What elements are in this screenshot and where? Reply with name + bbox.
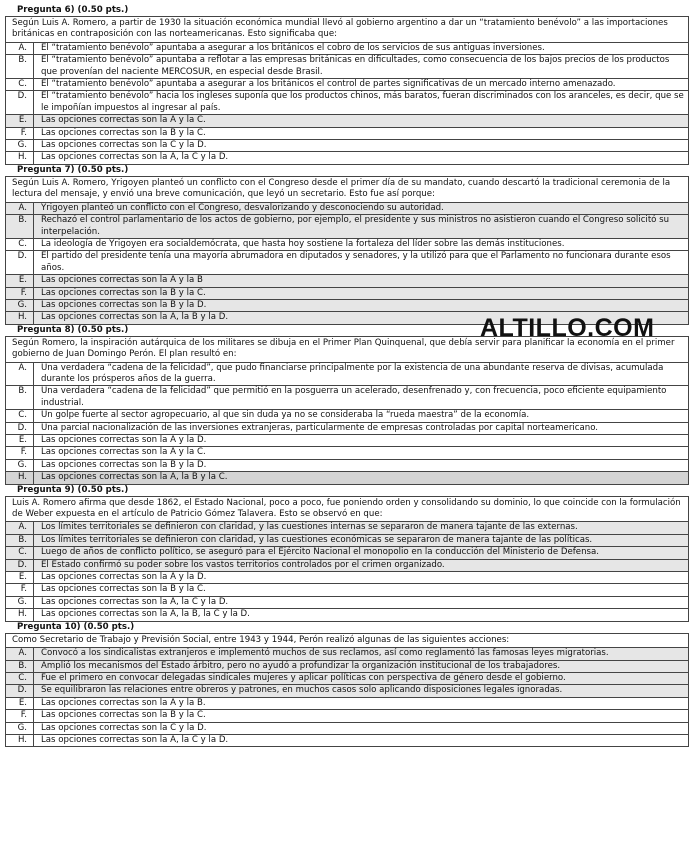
option-letter: G. <box>6 300 34 311</box>
option-letter: C. <box>6 673 34 684</box>
answer-option[interactable] <box>6 115 688 127</box>
option-letter: A. <box>6 363 34 386</box>
option-text: Las opciones correctas son la B y la D. <box>41 299 207 310</box>
answer-option[interactable] <box>6 661 688 673</box>
option-text: Las opciones correctas son la B y la C. <box>41 710 206 721</box>
option-letter: D. <box>6 423 34 434</box>
answer-option[interactable] <box>6 710 688 722</box>
answer-option[interactable] <box>6 386 688 410</box>
option-letter: A. <box>6 648 34 659</box>
question-header: Pregunta 9) (0.50 pts.) <box>17 484 129 495</box>
option-text: Las opciones correctas son la C y la D. <box>41 722 207 733</box>
option-letter: B. <box>6 55 34 78</box>
option-letter: B. <box>6 386 34 409</box>
answer-option[interactable] <box>6 239 688 251</box>
option-letter: D. <box>6 685 34 696</box>
option-letter: C. <box>6 410 34 421</box>
answer-option[interactable] <box>6 698 688 710</box>
option-letter: B. <box>6 661 34 672</box>
question-block <box>5 16 689 165</box>
option-letter: H. <box>6 472 34 483</box>
option-text: Las opciones correctas son la B y la C. <box>41 287 206 298</box>
option-letter: F. <box>6 128 34 139</box>
answer-option[interactable] <box>6 55 688 79</box>
option-letter: F. <box>6 288 34 299</box>
answer-option[interactable] <box>6 91 688 115</box>
option-text: El “tratamiento benévolo” apuntaba a asegurar a los británicos el cobro de los servicios de sus antiguas inversiones. <box>41 42 545 53</box>
answer-option[interactable] <box>6 522 688 534</box>
answer-option[interactable] <box>6 609 688 620</box>
question-text: Según Luis A. Romero, a partir de 1930 la situación económica mundial llevó al gobierno argentino a dar un “tratamiento benévolo” a las importaciones británicas en contraposición con las norteamericanas. Esto significaba que: <box>6 17 688 43</box>
answer-option[interactable] <box>6 735 688 746</box>
option-letter: E. <box>6 115 34 126</box>
option-letter: H. <box>6 312 34 323</box>
option-letter: G. <box>6 723 34 734</box>
option-text: Convocó a los sindicalistas extranjeros e implementó muchos de sus reclamos, así como reglamentó las famosas leyes migratorias. <box>41 648 609 659</box>
option-letter: B. <box>6 215 34 238</box>
answer-option[interactable] <box>6 410 688 422</box>
option-text: El partido del presidente tenía una mayoría abrumadora en diputados y senadores, y la utilizó para que el Parlamento no funcionara durante esos años. <box>41 251 671 273</box>
option-text: Fue el primero en convocar delegadas sindicales mujeres y aplicar políticas con perspectiva de género desde el gobierno. <box>41 672 566 683</box>
option-text: Las opciones correctas son la A y la C. <box>41 447 206 458</box>
answer-option[interactable] <box>6 288 688 300</box>
option-letter: E. <box>6 275 34 286</box>
option-letter: C. <box>6 547 34 558</box>
answer-option[interactable] <box>6 423 688 435</box>
answer-option[interactable] <box>6 572 688 584</box>
option-text: Las opciones correctas son la A, la C y la D. <box>41 734 229 745</box>
option-letter: E. <box>6 698 34 709</box>
option-text: Los límites territoriales se definieron con claridad, y las cuestiones económicas se separaron de manera tajante de las políticas. <box>41 534 593 545</box>
answer-option[interactable] <box>6 723 688 735</box>
option-letter: D. <box>6 251 34 274</box>
option-letter: C. <box>6 239 34 250</box>
option-text: Un golpe fuerte al sector agropecuario, al que sin duda ya no se consideraba la “rueda maestra” de la economía. <box>41 410 530 421</box>
option-text: Las opciones correctas son la B y la C. <box>41 584 206 595</box>
option-text: El “tratamiento benévolo” hacia los ingleses suponía que los productos chinos, más baratos, fueran discriminados con los aranceles, es decir, que se le impoñían impuestos al ingresar al país. <box>41 91 684 113</box>
answer-option[interactable] <box>6 560 688 572</box>
answer-option[interactable] <box>6 275 688 287</box>
answer-option[interactable] <box>6 215 688 239</box>
option-letter: G. <box>6 597 34 608</box>
option-text: El Estado confirmó su poder sobre los vastos territorios controlados por el crimen organizado. <box>41 559 445 570</box>
option-text: El “tratamiento benévolo” apuntaba a asegurar a los británicos el control de partes significativas de un mercado interno amenazado. <box>41 79 616 90</box>
option-text: Las opciones correctas son la A y la B. <box>41 697 206 708</box>
answer-option[interactable] <box>6 300 688 312</box>
option-letter: G. <box>6 460 34 471</box>
option-text: Una verdadera “cadena de la felicidad”, que pudo financiarse principalmente por la existencia de una abundante reserva de divisas, acumulada durante los prósperos años de la guerra. <box>41 362 664 384</box>
option-letter: C. <box>6 79 34 90</box>
exam-page <box>5 5 689 747</box>
option-letter: D. <box>6 91 34 114</box>
option-letter: G. <box>6 140 34 151</box>
answer-option[interactable] <box>6 79 688 91</box>
answer-option[interactable] <box>6 584 688 596</box>
answer-option[interactable] <box>6 673 688 685</box>
option-text: Los límites territoriales se definieron con claridad, y las cuestiones internas se separaron de manera tajante de las externas. <box>41 522 578 533</box>
answer-option[interactable] <box>6 203 688 215</box>
answer-option[interactable] <box>6 435 688 447</box>
answer-option[interactable] <box>6 43 688 55</box>
option-letter: B. <box>6 535 34 546</box>
option-text: Luego de años de conflicto político, se aseguró para el Ejército Nacional el monopolio en la conducción del Ministerio de Defensa. <box>41 547 600 558</box>
question-header: Pregunta 8) (0.50 pts.) <box>17 324 129 335</box>
answer-option[interactable] <box>6 535 688 547</box>
option-text: Las opciones correctas son la A, la B y la D. <box>41 312 229 323</box>
answer-option[interactable] <box>6 460 688 472</box>
option-letter: A. <box>6 522 34 533</box>
option-text: Las opciones correctas son la B y la D. <box>41 459 207 470</box>
option-letter: H. <box>6 152 34 163</box>
answer-option[interactable] <box>6 140 688 152</box>
option-text: Las opciones correctas son la A y la D. <box>41 435 207 445</box>
option-text: Las opciones correctas son la A, la C y la D. <box>41 152 229 163</box>
question-text: Según Romero, la inspiración autárquica de los militares se dibuja en el Primer Plan Quinquenal, que debía servir para planificar la economía en el primer gobierno de Juan Domingo Perón. El plan resultó en: <box>6 337 688 363</box>
option-text: Se equilibraron las relaciones entre obreros y patrones, en muchos casos solo aplicando disposiciones legales ignoradas. <box>41 685 563 696</box>
option-text: Las opciones correctas son la C y la D. <box>41 140 207 151</box>
option-text: Las opciones correctas son la A, la B y la C. <box>41 472 228 483</box>
option-text: Las opciones correctas son la A y la B <box>41 275 203 286</box>
option-text: Las opciones correctas son la A y la C. <box>41 115 206 126</box>
option-letter: E. <box>6 572 34 583</box>
option-text: Las opciones correctas son la B y la C. <box>41 127 206 138</box>
option-text: Las opciones correctas son la A, la C y la D. <box>41 596 229 607</box>
option-letter: F. <box>6 584 34 595</box>
option-text: Rechazó el control parlamentario de los actos de gobierno, por ejemplo, el presidente y sus ministros no asistieron cuando el Congreso solicitó su interpelación. <box>41 215 670 237</box>
option-text: Una verdadera “cadena de la felicidad” que permitió en la posguerra un acelerado, desenfrenado y, con frecuencia, poco eficiente equipamiento industrial. <box>41 386 667 408</box>
answer-option[interactable] <box>6 547 688 559</box>
answer-option[interactable] <box>6 363 688 387</box>
answer-option[interactable] <box>6 648 688 660</box>
option-text: La ideología de Yrigoyen era socialdemócrata, que hasta hoy sostiene la fortaleza del líder sobre las demás instituciones. <box>41 238 565 249</box>
question-header: Pregunta 10) (0.50 pts.) <box>17 621 135 632</box>
option-text: Una parcial nacionalización de las inversiones extranjeras, particularmente de empresas controladas por capital norteamericano. <box>41 422 599 433</box>
question-block <box>5 336 689 485</box>
option-letter: H. <box>6 609 34 620</box>
option-letter: H. <box>6 735 34 746</box>
question-text: Luis A. Romero afirma que desde 1862, el Estado Nacional, poco a poco, fue poniendo orden y consolidando su dominio, lo que coincide con la formulación de Weber expuesta en el artículo de Patricio Gómez Talavera. Esto se observó en que: <box>6 497 688 523</box>
question-block <box>5 496 689 622</box>
option-letter: A. <box>6 43 34 54</box>
answer-option[interactable] <box>6 447 688 459</box>
option-letter: D. <box>6 560 34 571</box>
option-letter: F. <box>6 710 34 721</box>
watermark: ALTILLO.COM <box>480 314 655 342</box>
question-block <box>5 633 689 748</box>
answer-option[interactable] <box>6 128 688 140</box>
option-letter: A. <box>6 203 34 214</box>
answer-option[interactable] <box>6 472 688 483</box>
answer-option[interactable] <box>6 152 688 163</box>
option-text: Amplió los mecanismos del Estado árbitro, pero no ayudó a profundizar la organización institucional de los trabajadores. <box>41 660 561 671</box>
question-text: Según Luis A. Romero, Yrigoyen planteó un conflicto con el Congreso desde el primer día de su mandato, cuando descartó la tradicional ceremonia de la lectura del mensaje, y envió una breve comunicación, que leyó un secretario. Esto fue así porque: <box>6 177 688 203</box>
answer-option[interactable] <box>6 251 688 275</box>
option-letter: F. <box>6 447 34 458</box>
option-letter: E. <box>6 435 34 446</box>
option-text: Yrigoyen planteó un conflicto con el Congreso, desvalorizando y desconociendo su autoridad. <box>41 202 444 213</box>
answer-option[interactable] <box>6 685 688 697</box>
question-header: Pregunta 7) (0.50 pts.) <box>17 164 129 175</box>
answer-option[interactable] <box>6 597 688 609</box>
option-text: El “tratamiento benévolo” apuntaba a reflotar a las empresas británicas en dificultades, como consecuencia de los bajos precios de los productos que provenían del naciente MERCOSUR, en especial desde Brasil. <box>41 55 670 77</box>
option-text: Las opciones correctas son la A, la B, la C y la D. <box>41 609 250 620</box>
question-header: Pregunta 6) (0.50 pts.) <box>17 5 129 15</box>
question-block <box>5 176 689 325</box>
question-text: Como Secretario de Trabajo y Previsión Social, entre 1943 y 1944, Perón realizó algunas de las siguientes acciones: <box>6 634 688 648</box>
option-text: Las opciones correctas son la A y la D. <box>41 572 207 583</box>
